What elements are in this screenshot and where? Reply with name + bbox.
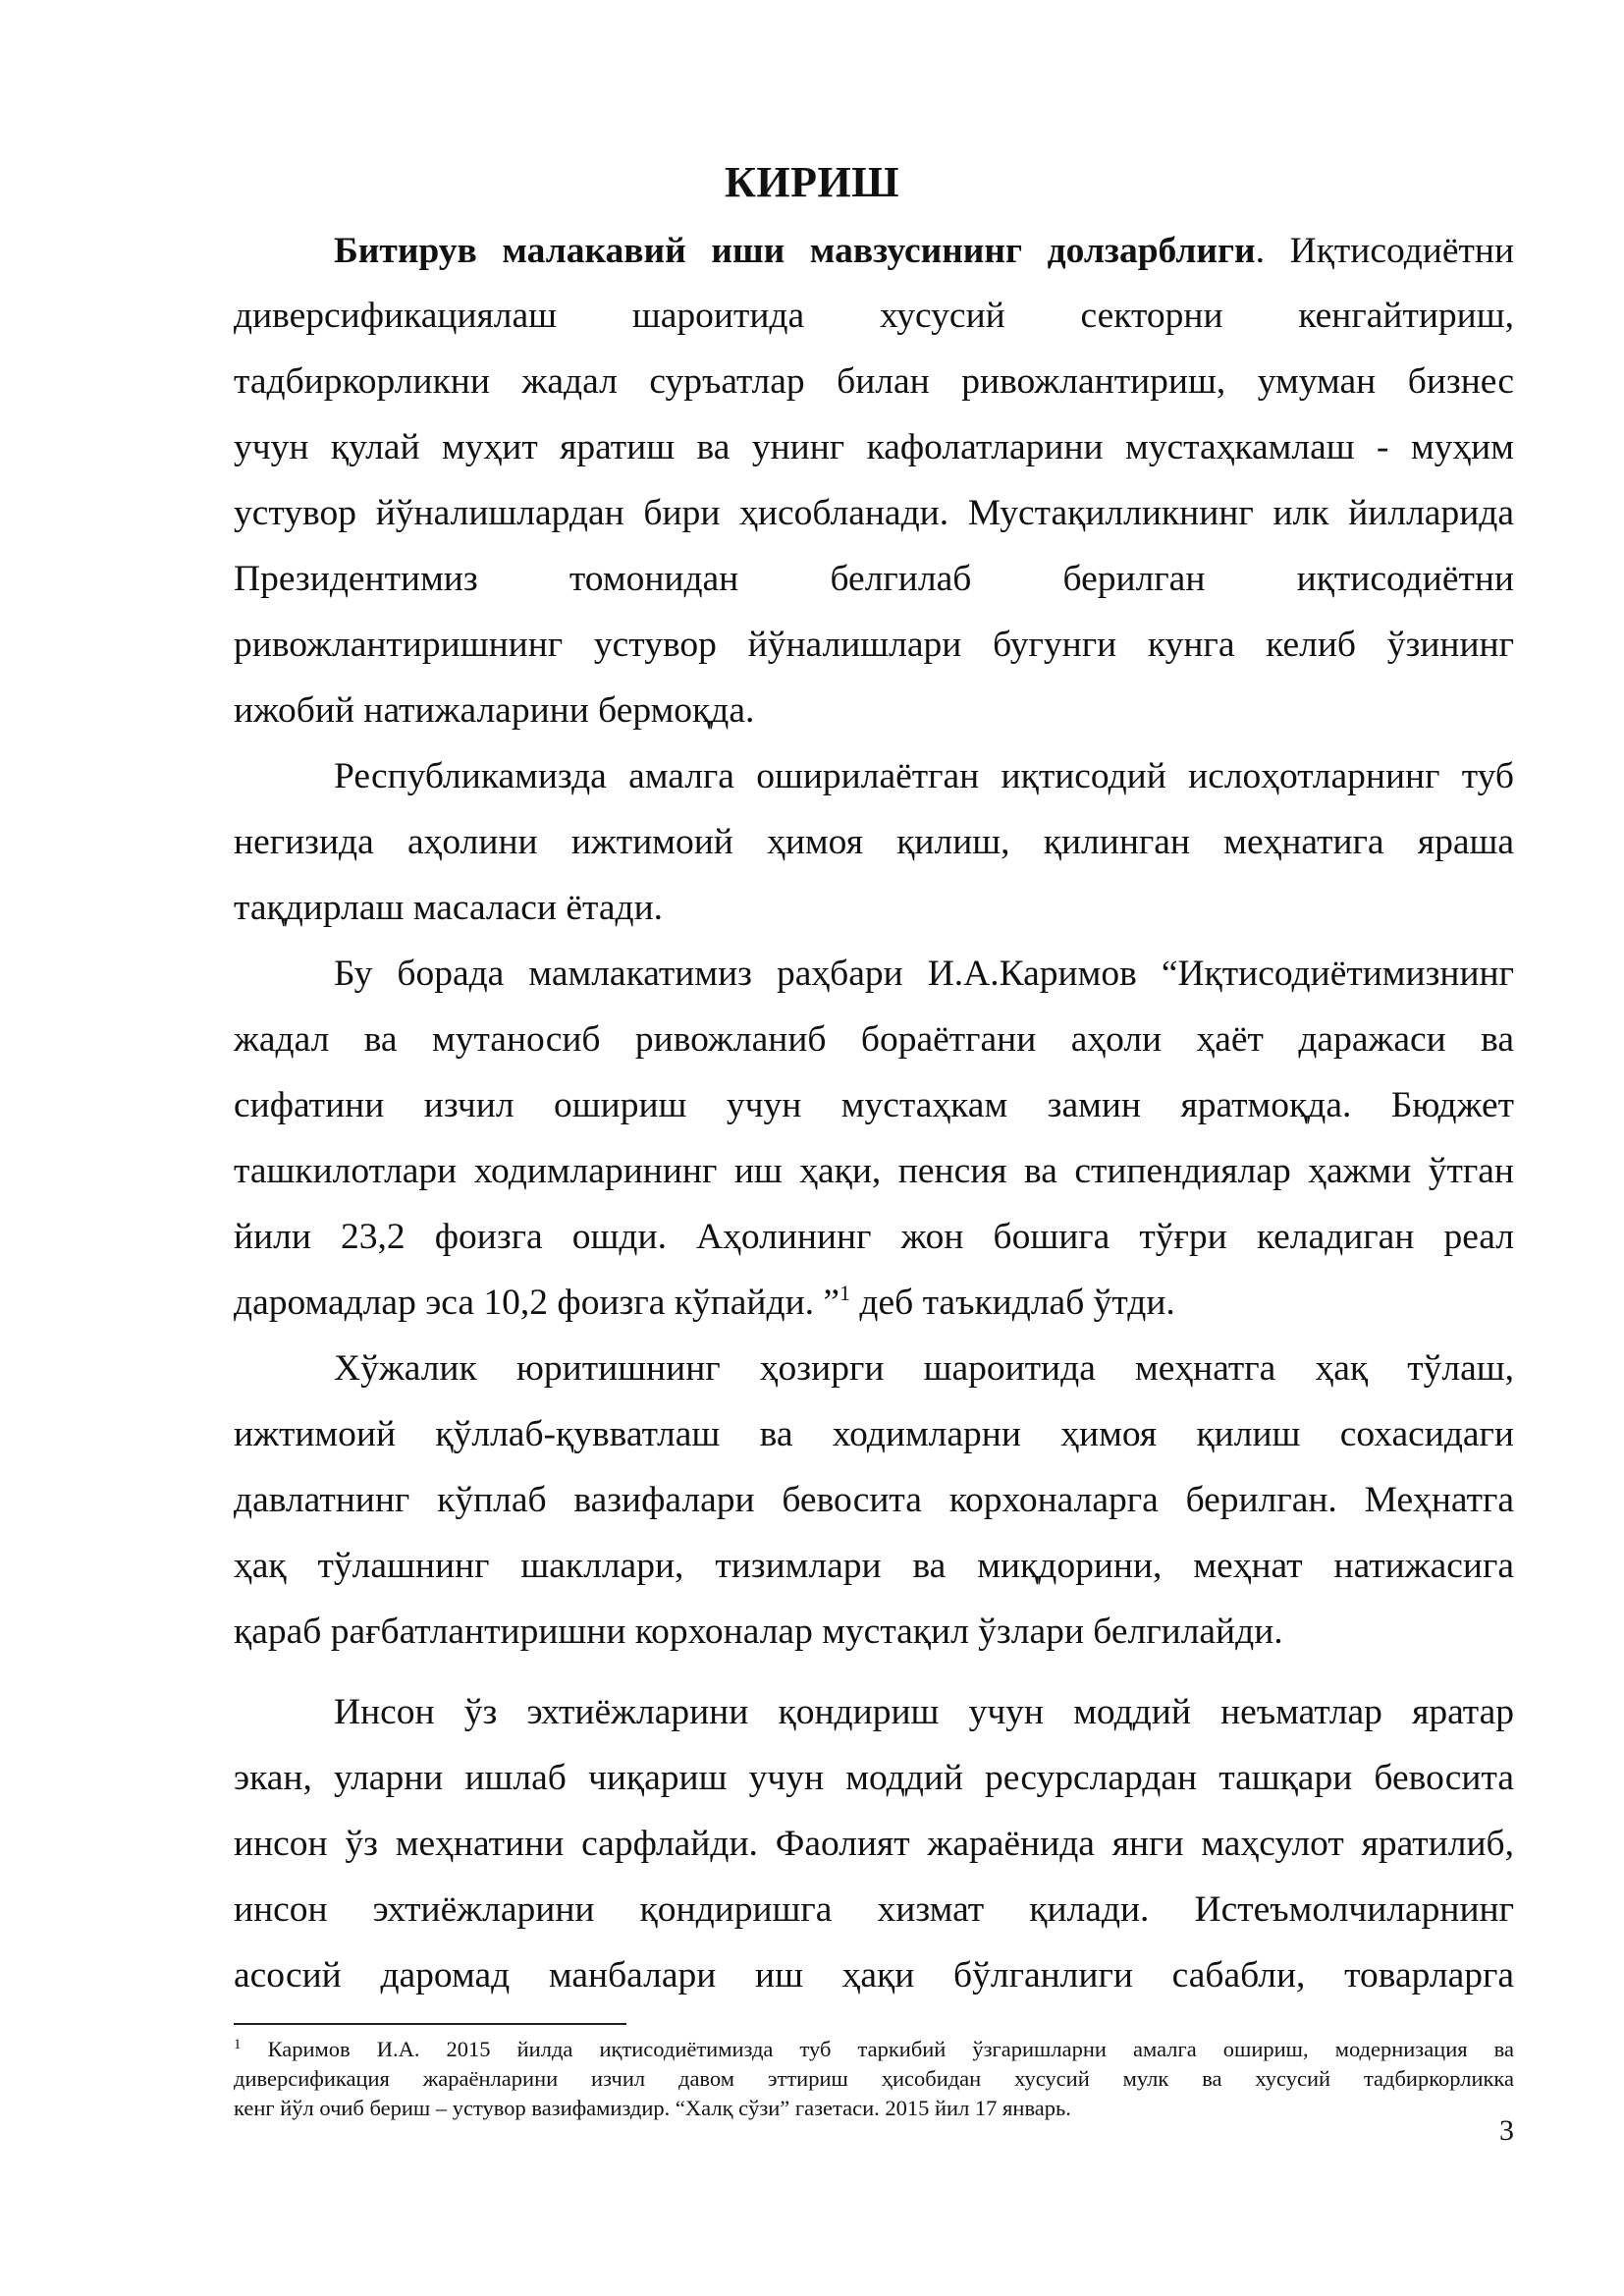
paragraph-3-line-2: жадал ва мутаносиб ривожланиб бораётгани аҳоли ҳаёт даражаси ва [234,1019,1514,1060]
paragraph-2-line-3: тақдирлаш масаласи ётади. [234,888,664,928]
paragraph-5-line-1: Инсон ўз эхтиёжларини қондириш учун моддий неъматлар яратар [334,1692,1514,1732]
page-number: 3 [1499,2114,1514,2147]
footnote-line-1-text: Каримов И.А. 2015 йилда иқтисодиётимизда туб таркибий ўзгаришларни амалга ошириш, модернизация ва [241,2037,1514,2061]
paragraph-3-line-5: йили 23,2 фоизга ошди. Аҳолининг жон бошига тўғри келадиган реал [234,1217,1514,1257]
footnote-line-3: кенг йўл очиб бериш – устувор вазифамиздир. “Халқ сўзи” газетаси. 2015 йил 17 январь. [234,2096,1071,2120]
paragraph-1-line-8: ижобий натижаларини бермоқда. [234,690,755,731]
paragraph-5-line-3: инсон ўз меҳнатини сарфлайди. Фаолият жараёнида янги маҳсулот яратилиб, [234,1824,1514,1864]
paragraph-1-line-4: учун қулай муҳит яратиш ва унинг кафолатларини мустаҳкамлаш - муҳим [234,427,1514,467]
paragraph-1-line-2: диверсификациялаш шароитида хусусий секторни кенгайтириш, [234,296,1514,336]
footnote-line-2: диверсификация жараёнларини изчил давом эттириш ҳисобидан хусусий мулк ва хусусий тадбиркорликка [234,2066,1514,2091]
paragraph-4-line-5: қараб рағбатлантиришни корхоналар мустақил ўзлари белгилайди. [234,1612,1283,1652]
paragraph-5-line-4: инсон эхтиёжларини қондиришга хизмат қилади. Истеъмолчиларнинг [234,1889,1514,1930]
paragraph-1-line-1-text: . Иқтисодиётни [1255,231,1514,271]
paragraph-2-line-1: Республикамизда амалга оширилаётган иқтисодий ислоҳотларнинг туб [334,756,1514,796]
paragraph-5-line-5: асосий даромад манбалари иш ҳақи бўлганлиги сабабли, товарларга [234,1955,1514,1995]
footnote-separator [234,2023,626,2025]
paragraph-2-line-2: негизида аҳолини ижтимоий ҳимоя қилиш, қилинган меҳнатига яраша [234,822,1514,862]
paragraph-4-line-2: ижтимоий қўллаб-қувватлаш ва ходимларни ҳимоя қилиш сохасидаги [234,1414,1514,1454]
paragraph-3-line-6-text: даромадлар эса 10,2 фоизга кўпайди. ” [234,1283,840,1323]
paragraph-3-line-1: Бу борада мамлакатимиз раҳбари И.А.Каримов “Иқтисодиётимизнинг [334,954,1514,994]
page-title: КИРИШ [724,158,900,206]
paragraph-1-line-3: тадбиркорликни жадал суръатлар билан ривожлантириш, умуман бизнес [234,361,1514,402]
footnote-line-1 [234,2035,1514,2064]
section-heading-lead: Битирув малакавий иши мавзусининг долзарблиги [334,231,1256,271]
paragraph-1-line-6: Президентимиз томонидан белгилаб берилган иқтисодиётни [234,559,1514,599]
paragraph-1-line-5: устувор йўналишлардан бири ҳисобланади. Мустақилликнинг илк йилларида [234,493,1514,533]
paragraph-1-line-7: ривожлантиришнинг устувор йўналишлари бугунги кунга келиб ўзининг [234,625,1514,665]
paragraph-3-line-3: сифатини изчил ошириш учун мустаҳкам замин яратмоқда. Бюджет [234,1085,1514,1125]
paragraph-4-line-1: Хўжалик юритишнинг ҳозирги шароитида меҳнатга ҳақ тўлаш, [334,1348,1514,1389]
paragraph-3-line-4: ташкилотлари ходимларининг иш ҳақи, пенсия ва стипендиялар ҳажми ўтган [234,1151,1514,1191]
paragraph-3-line-6 [234,1281,1514,1326]
paragraph-3-tail: деб таъкидлаб ўтди. [850,1283,1175,1323]
paragraph-4-line-3: давлатнинг кўплаб вазифалари бевосита корхоналарга берилган. Меҳнатга [234,1480,1514,1520]
footnote-marker: 1 [234,2037,242,2052]
footnote-reference: 1 [839,1281,851,1305]
paragraph-1-line-1 [334,229,1514,274]
paragraph-4-line-4: ҳақ тўлашнинг шакллари, тизимлари ва миқдорини, меҳнат натижасига [234,1546,1514,1586]
paragraph-5-line-2: экан, уларни ишлаб чиқариш учун моддий ресурслардан ташқари бевосита [234,1758,1514,1798]
